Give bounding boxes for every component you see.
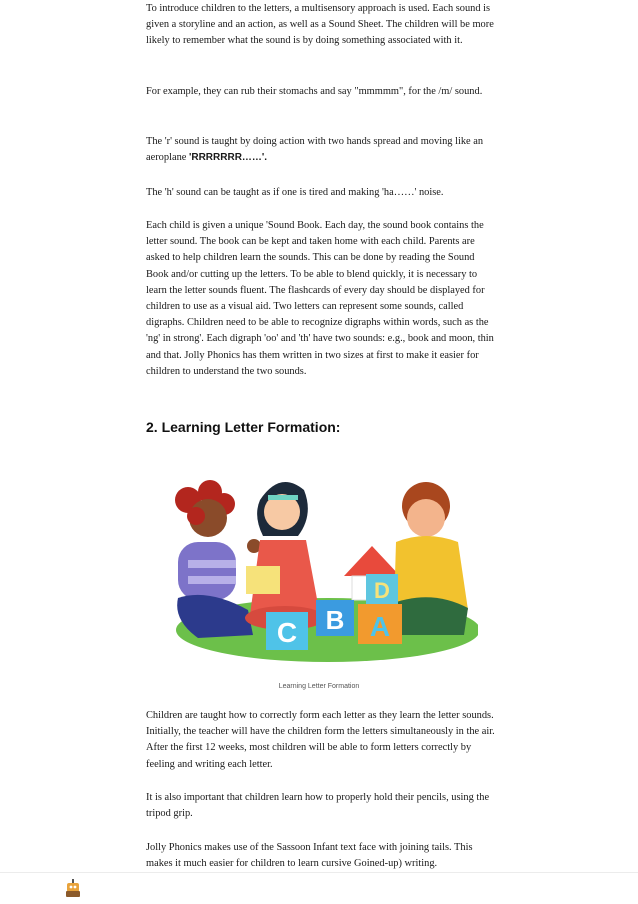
paragraph-pencil-grip: It is also important that children learn how to properly hold their pencils, using the tripod grip. xyxy=(146,792,490,820)
paragraph-h-sound: The 'h' sound can be taught as if one is tired and making 'ha……' noise. xyxy=(146,187,444,198)
r-sound-text: The 'r' sound is taught by doing action with two hands spread and moving like an aeroplane xyxy=(146,136,484,164)
section-heading: 2. Learning Letter Formation: xyxy=(146,419,341,435)
figure-caption: Learning Letter Formation xyxy=(278,683,360,690)
block-b-letter: B xyxy=(325,605,345,635)
paragraph-intro: To introduce children to the letters, a multisensory approach is used. Each sound is given a storyline and an action, as well as a Sound Sheet. The children will be more likely to remember what the sound is by doing something associated with it. xyxy=(146,3,494,47)
block-a-letter: A xyxy=(369,611,391,642)
paragraph-sassoon: Jolly Phonics makes use of the Sassoon Infant text face with joining tails. This makes it much easier for children to learn cursive Goined-up) writing. xyxy=(146,842,473,870)
block-d-letter: D xyxy=(374,578,390,603)
children-playing-illustration xyxy=(168,470,478,670)
paragraph-example: For example, they can rub their stomachs and say "mmmmm", for the /m/ sound. xyxy=(146,86,483,97)
r-sound-bold: 'RRRRRRR……'. xyxy=(188,152,268,164)
robot-icon[interactable] xyxy=(62,877,84,899)
block-c-letter: C xyxy=(276,617,298,648)
yellow-block xyxy=(246,566,280,594)
block-a xyxy=(358,604,402,644)
block-d xyxy=(366,574,398,604)
paragraph-formation: Children are taught how to correctly form each letter as they learn the letter sounds. Initially, the teacher will have the children form the letters simultaneously in the air. After the first 12 weeks, most children will be able to form letters correctly by feeling and writing each letter. xyxy=(146,710,495,770)
girl-middle-figure xyxy=(245,482,325,630)
block-b xyxy=(316,600,354,636)
paragraph-r-sound xyxy=(146,134,496,166)
footer-bar xyxy=(0,872,638,904)
paragraph-sound-book: Each child is given a unique 'Sound Book. Each day, the sound book contains the letter sound. The book can be kept and taken home with each child. Parents are asked to help children learn the sounds. This can be done by reading the Sound Book and/or cutting up the letters. To be able to blend quickly, it is necessary to learn the letter sounds fluent. The flashcards of every day should be displayed for children to use as a visual aid. Two letters can represent some sounds, called digraphs. Children need to be able to recognize digraphs within words, such as the 'ng' in strong'. Each digraph 'oo' and 'th' have two sounds: e.g., book and moon, thin and that. Jolly Phonics has them written in two sizes at first to make it easier for children to understand the two sounds. xyxy=(146,220,494,377)
block-c xyxy=(266,612,308,650)
